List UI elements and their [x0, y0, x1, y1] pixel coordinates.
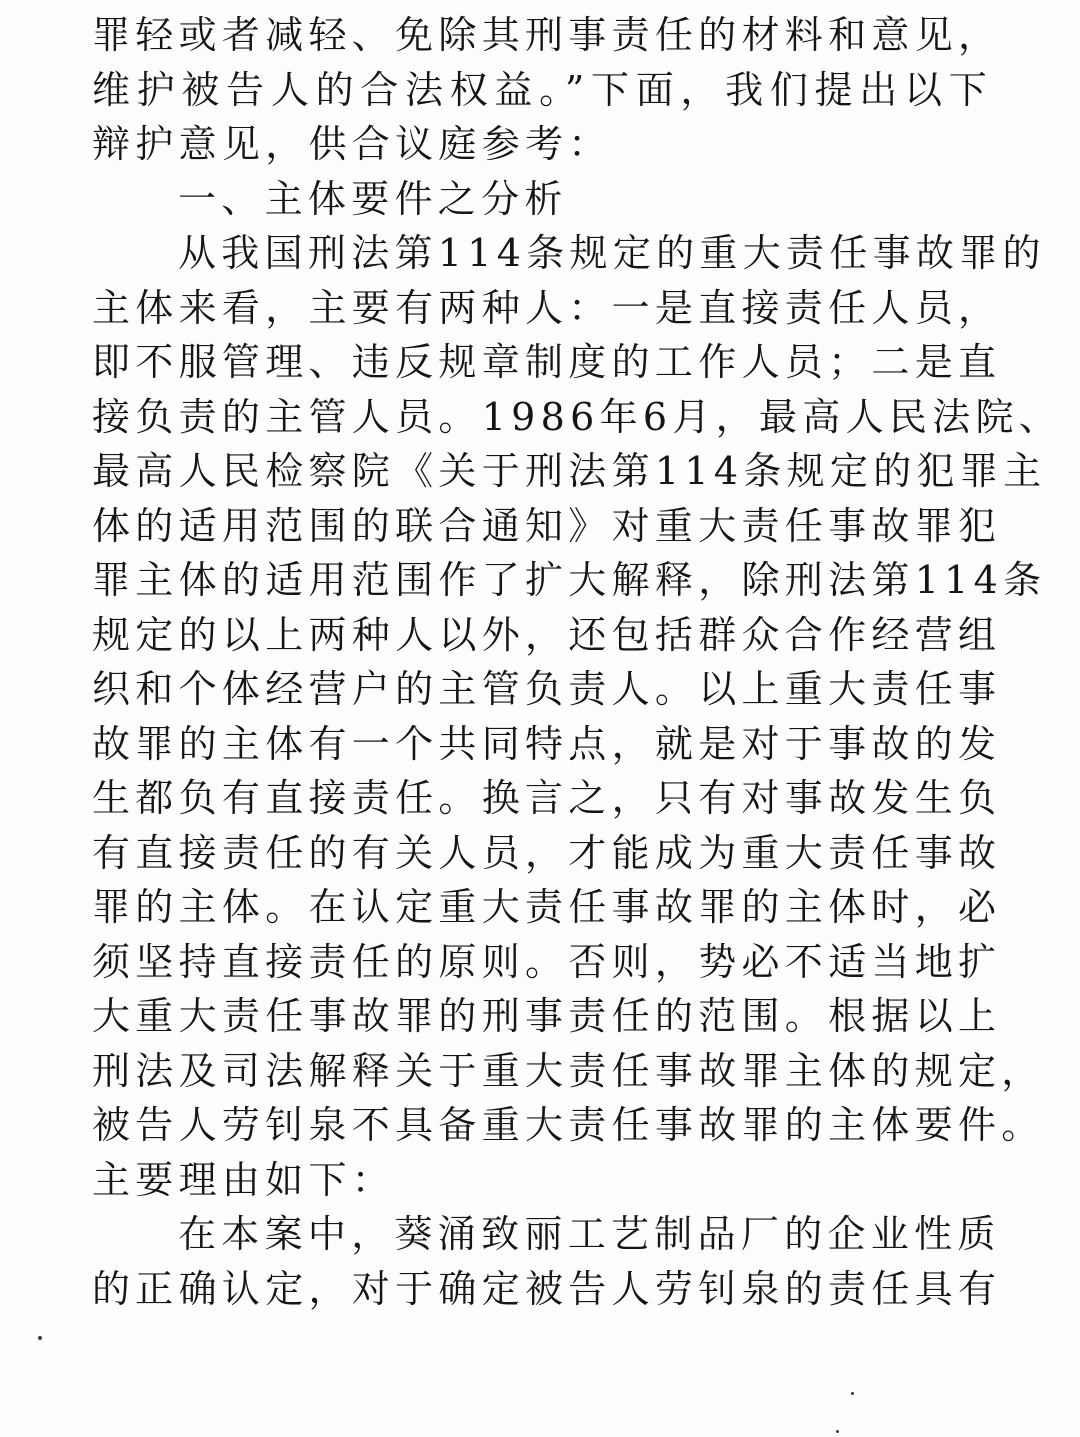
text-line: 生都负有直接责任。换言之，只有对事故发生负 — [92, 776, 1002, 820]
text-line: 罪主体的适用范围作了扩大解释，除刑法第114条 — [92, 558, 1047, 602]
text-line: 有直接责任的有关人员，才能成为重大责任事故 — [92, 830, 1002, 875]
text-line: 即不服管理、违反规章制度的工作人员；二是直 — [92, 340, 1002, 384]
text-line: 主要理由如下： — [92, 1157, 396, 1202]
text-line: 大重大责任事故罪的刑事责任的范围。根据以上 — [92, 994, 1002, 1038]
body-text — [92, 8, 1063, 1316]
text-line: 维护被告人的合法权益。”下面，我们提出以下 — [92, 67, 992, 112]
text-line: 的正确认定，对于确定被告人劳钊泉的责任具有 — [92, 1266, 1002, 1311]
text-line: 故罪的主体有一个共同特点，就是对于事故的发 — [92, 721, 1002, 766]
text-line: 罪的主体。在认定重大责任事故罪的主体时，必 — [92, 885, 1002, 929]
text-line: 主体来看，主要有两种人：一是直接责任人员， — [92, 285, 1002, 330]
text-line: 一、主体要件之分析 — [178, 176, 568, 221]
text-line: 刑法及司法解释关于重大责任事故罪主体的规定， — [92, 1048, 1045, 1093]
text-line: 从我国刑法第114条规定的重大责任事故罪的 — [178, 231, 1046, 275]
text-line: 须坚持直接责任的原则。否则，势必不适当地扩 — [92, 939, 1002, 984]
text-line: 罪轻或者减轻、免除其刑事责任的材料和意见， — [92, 13, 1002, 57]
text-line: 体的适用范围的联合通知》对重大责任事故罪犯 — [92, 503, 1002, 548]
scan-speck — [38, 1336, 42, 1340]
text-line: 被告人劳钊泉不具备重大责任事故罪的主体要件。 — [92, 1103, 1045, 1147]
text-line: 织和个体经营户的主管负责人。以上重大责任事 — [92, 667, 1002, 711]
text-line: 规定的以上两种人以外，还包括群众合作经营组 — [92, 612, 1002, 657]
text-line: 接负责的主管人员。1986年6月，最高人民法院、 — [92, 394, 1063, 439]
text-line: 最高人民检察院《关于刑法第114条规定的犯罪主 — [92, 449, 1047, 493]
text-line: 在本案中，葵涌致丽工艺制品厂的企业性质 — [178, 1212, 1001, 1256]
scan-speck — [836, 1430, 839, 1433]
scan-speck — [851, 1392, 854, 1395]
text-line: 辩护意见，供合议庭参考： — [92, 122, 612, 166]
